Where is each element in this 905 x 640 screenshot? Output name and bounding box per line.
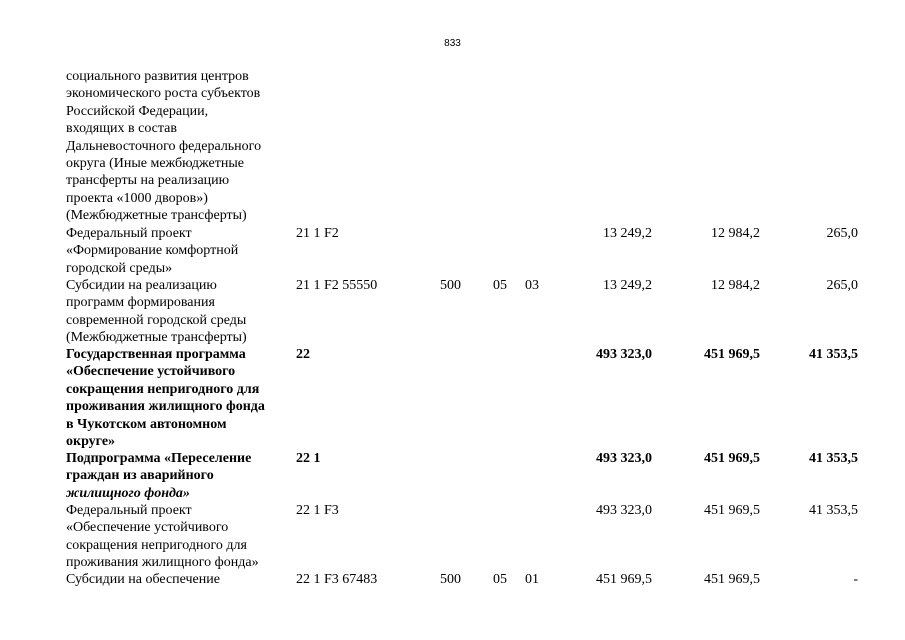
amount-regional: - [853,572,858,587]
row-name-line: трансферты на реализацию [66,173,230,189]
row-name-line: (Межбюджетные трансферты) [66,208,247,224]
expense-type-code: 500 [440,278,461,293]
row-name [66,225,291,277]
row-name-line: современной городской среды [66,312,247,328]
amount-regional: 265,0 [826,226,858,241]
amount-total: 493 323,0 [596,451,652,466]
amount-regional: 41 353,5 [809,451,858,466]
row-name-line: проживания жилищного фонда [66,399,265,415]
subsection-code: 03 [525,278,539,293]
page-number: 833 [444,38,461,49]
section-code: 05 [493,572,507,587]
target-code: 21 1 F2 [296,226,339,241]
row-name-line: «Формирование комфортной [66,243,239,259]
row-name-line: Государственная программа [66,347,246,362]
row-name-line: Федеральный проект [66,503,192,518]
target-code: 22 1 F3 [296,503,339,518]
row-name-line: социального развития центров [66,69,249,84]
row-name-line: «Обеспечение устойчивого [66,364,236,380]
row-name-line: округа (Иные межбюджетные [66,156,244,172]
row-name [66,277,291,347]
target-code: 21 1 F2 55550 [296,278,378,293]
amount-regional: 41 353,5 [809,503,858,518]
row-name-line: Субсидии на обеспечение [66,572,220,587]
row-name-line: сокращения непригодного для [66,537,247,553]
amount-regional: 265,0 [826,278,858,293]
amount-federal: 12 984,2 [711,226,760,241]
amount-federal: 451 969,5 [704,347,760,362]
target-code: 22 1 F3 67483 [296,572,378,587]
amount-federal: 451 969,5 [704,572,760,587]
row-name-line: программ формирования [66,295,215,311]
amount-total: 493 323,0 [596,503,652,518]
section-code: 05 [493,278,507,293]
amount-federal: 451 969,5 [704,451,760,466]
row-name-line: Субсидии на реализацию [66,278,217,293]
target-code: 22 [296,347,310,362]
row-name-line: граждан из аварийного [66,468,214,484]
amount-total: 493 323,0 [596,347,652,362]
row-name-line: в Чукотском автономном [66,416,227,432]
row-name-line: сокращения непригодного для [66,381,260,397]
row-name [66,502,291,572]
target-code: 22 1 [296,451,321,466]
row-name-line: Федеральный проект [66,226,192,241]
row-name-line: «Обеспечение устойчивого [66,520,229,536]
amount-total: 451 969,5 [596,572,652,587]
row-name-line: жилищного фонда» [66,485,190,501]
row-name-line: округе» [66,434,116,450]
row-name-line: (Межбюджетные трансферты) [66,330,247,346]
row-name-line: проекта «1000 дворов») [66,190,208,206]
row-name-line: Подпрограмма «Переселение [66,451,252,466]
subsection-code: 01 [525,572,539,587]
amount-total: 13 249,2 [603,226,652,241]
row-name-line: Дальневосточного федерального [66,138,262,154]
row-name-line: городской среды» [66,260,173,276]
amount-total: 13 249,2 [603,278,652,293]
row-name-line: входящих в состав [66,121,178,137]
row-name-line: Российской Федерации, [66,103,209,119]
row-name [66,68,291,225]
row-name-line: экономического роста субъектов [66,86,261,102]
row-name-line: проживания жилищного фонда» [66,555,259,571]
row-name [66,450,291,502]
amount-federal: 451 969,5 [704,503,760,518]
expense-type-code: 500 [440,572,461,587]
amount-federal: 12 984,2 [711,278,760,293]
amount-regional: 41 353,5 [809,347,858,362]
row-name [66,346,291,450]
row-name [66,571,291,588]
